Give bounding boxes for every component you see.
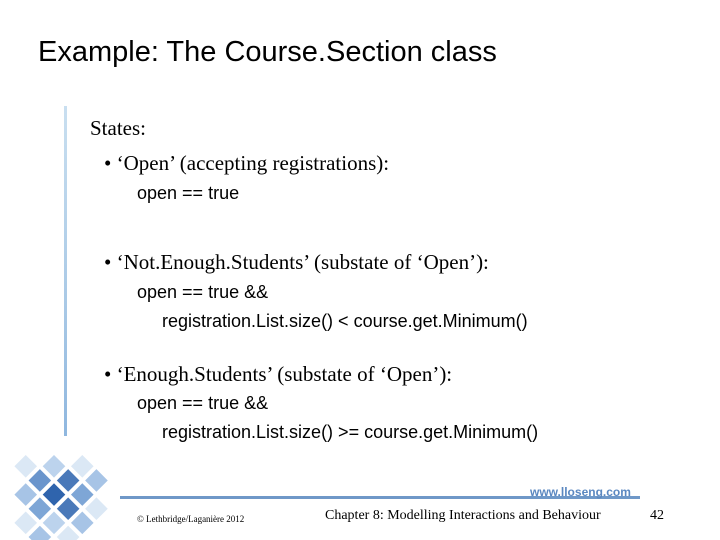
page-number: 42 [650,508,664,523]
code-not-enough-line2: registration.List.size() < course.get.Minimum() [162,311,528,331]
logo-icon [0,452,112,540]
states-heading: States: [90,116,146,140]
code-not-enough-line1: open == true && [137,282,269,302]
bullet-enough-students: • ‘Enough.Students’ (substate of ‘Open’): [104,362,453,386]
bullet-open: • ‘Open’ (accepting registrations): [104,151,390,175]
chapter-text: Chapter 8: Modelling Interactions and Behaviour [325,508,601,523]
code-enough-line1: open == true && [137,393,269,413]
code-open-line1: open == true [137,183,240,203]
copyright-text: © Lethbridge/Laganière 2012 [137,514,245,524]
bullet-not-enough-students: • ‘Not.Enough.Students’ (substate of ‘Open’): [104,250,489,274]
slide-title: Example: The Course.Section class [38,36,497,68]
vertical-divider [64,106,67,436]
code-enough-line2: registration.List.size() >= course.get.Minimum() [162,422,539,442]
site-url: www.lloseng.com [530,485,631,499]
